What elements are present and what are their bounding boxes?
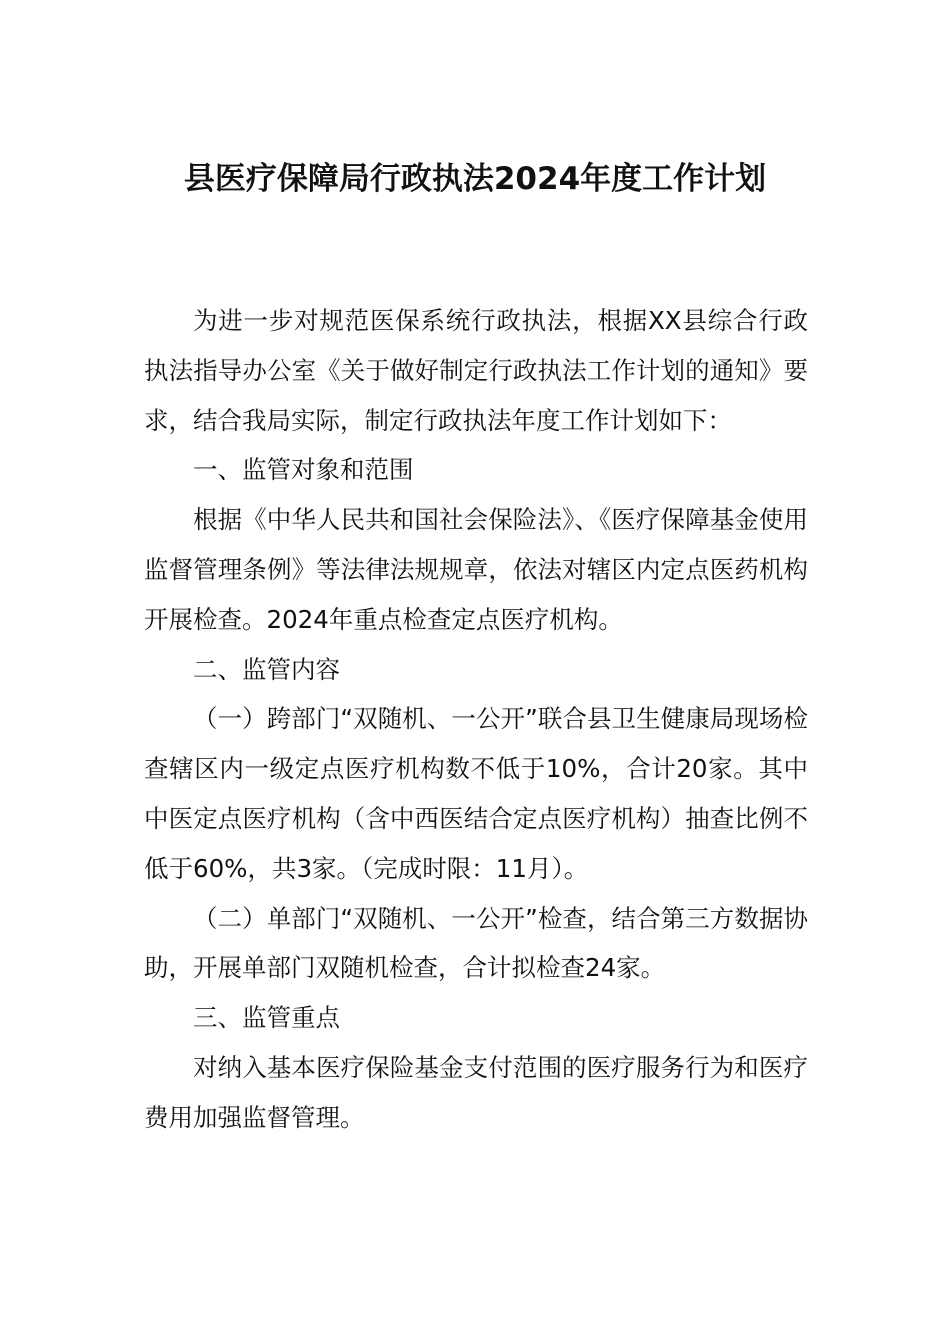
section-heading-1: 一、监管对象和范围 bbox=[193, 455, 414, 485]
section-heading-3: 三、监管重点 bbox=[193, 1003, 340, 1033]
section-2-item-1: （一）跨部门“双随机、一公开”联合县卫生健康局现场检查辖区内一级定点医疗机构数不低于10%，合计20家。其中中医定点医疗机构（含中西医结合定点医疗机构）抽查比例不低于60%，共3家。（完成时限：11月）。 bbox=[144, 704, 808, 883]
document-body bbox=[144, 296, 808, 1143]
section-heading-2: 二、监管内容 bbox=[193, 654, 340, 684]
document-title: 县医疗保障局行政执法2024年度工作计划 bbox=[183, 161, 767, 197]
section-1-paragraph: 根据《中华人民共和国社会保险法》、《医疗保障基金使用监督管理条例》等法律法规规章，依法对辖区内定点医药机构开展检查。2024年重点检查定点医疗机构。 bbox=[144, 505, 808, 634]
section-3-paragraph: 对纳入基本医疗保险基金支付范围的医疗服务行为和医疗费用加强监督管理。 bbox=[144, 1052, 808, 1132]
section-2-item-2: （二）单部门“双随机、一公开”检查，结合第三方数据协助，开展单部门双随机检查，合计拟检查24家。 bbox=[144, 903, 808, 983]
intro-paragraph: 为进一步对规范医保系统行政执法，根据XX县综合行政执法指导办公室《关于做好制定行政执法工作计划的通知》要求，结合我局实际，制定行政执法年度工作计划如下： bbox=[144, 306, 808, 435]
